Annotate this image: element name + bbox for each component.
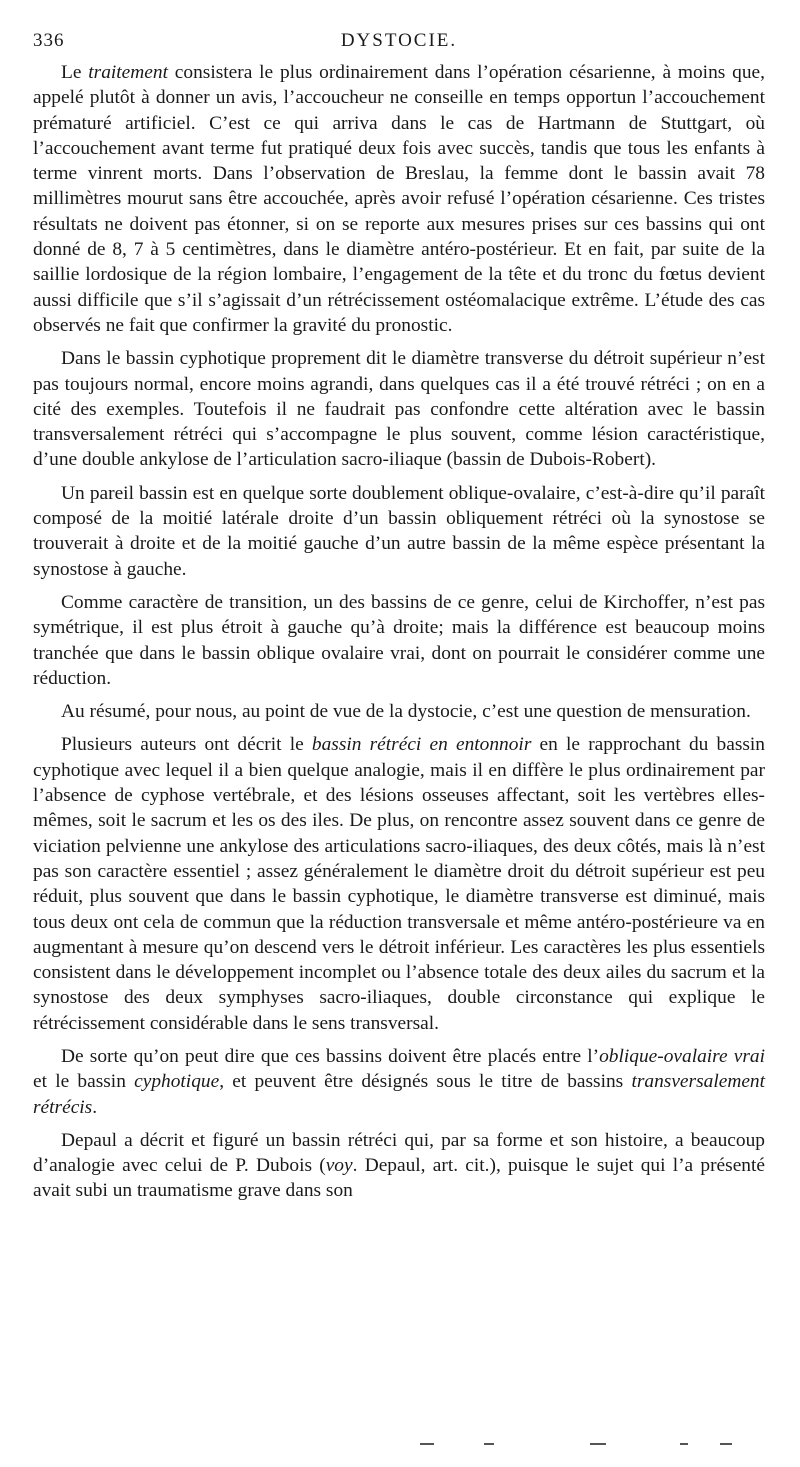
text-run: . Depaul, art. cit.), puisque le sujet qui l’a présenté avait subi un traumatisme grave dans son — [33, 1155, 765, 1202]
page-number: 336 — [33, 30, 65, 51]
paragraph-kirchoffer — [33, 590, 765, 691]
document-page — [33, 22, 765, 1212]
page-bottom-marks — [420, 1440, 760, 1448]
paragraph-oblique-ovalaire — [33, 481, 765, 582]
ink-mark — [590, 1443, 606, 1445]
italic-run: oblique-ovalaire vrai — [599, 1045, 765, 1067]
running-title: DYSTOCIE. — [340, 30, 458, 51]
italic-run: bassin rétréci en entonnoir — [311, 734, 532, 756]
body-text — [33, 60, 765, 1204]
text-run: Au résumé, pour nous, au point de vue de la dystocie, c’est une question de mensuration. — [61, 701, 751, 723]
text-run: Depaul a décrit et figuré un bassin rétréci qui, par sa forme et son histoire, a beaucoup d’analogie avec celui de P. Dubois ( — [33, 1129, 765, 1177]
italic-run: traitement — [88, 62, 168, 83]
text-run: Comme caractère de transition, un des bassins de ce genre, celui de Kirchoffer, n’est pas symétrique, il est plus étroit à gauche qu’à droite; mais la différence est beaucoup moins tranchée que dans le bassin oblique ovalaire vrai, dont on pourrait le considérer comme une réduction. — [33, 591, 765, 689]
italic-run: transversalement rétrécis — [33, 1071, 766, 1118]
paragraph-traitement — [33, 60, 765, 338]
ink-mark — [484, 1443, 494, 1445]
text-run: consistera le plus ordinairement dans l’opération césarienne, à moins que, appelé plutôt à donner un avis, l’accoucheur ne conseille en temps opportun l’accouchement prématuré artificiel. C’est ce qui arriva dans le cas de Hartmann de Stuttgart, où l’accouchement avant terme fut pratiqué deux fois avec succès, tandis que tous les enfants à terme vinrent morts. Dans l’observation de Breslau, la femme dont le bassin avait 78 millimètres mourut sans être accouchée, après avoir refusé l’opération césarienne. Ces tristes résultats ne doivent pas étonner, si on se reporte aux mesures prises sur ces bassins qui ont donné de 8, 7 à 5 centimètres, dans le diamètre antéro-postérieur. Et en fait, par suite de la saillie lordosique de la région lombaire, l’engagement de la tête et du tronc du fœtus devient aussi difficile que s’il s’agissait d’un rétrécissement ostéomalacique extrême. L’étude des cas observés ne fait que confirmer la gravité du pronostic. — [33, 62, 765, 336]
paragraph-resume — [33, 699, 765, 724]
text-run: et le bassin — [33, 1071, 135, 1093]
paragraph-bassin-entonnoir — [33, 732, 765, 1036]
text-run: . — [92, 1096, 98, 1118]
running-head — [33, 22, 765, 56]
text-run: Un pareil bassin est en quelque sorte doublement oblique-ovalaire, c’est-à-dire qu’il paraît composé de la moitié latérale droite d’un bassin obliquement rétréci où la synostose se trouverait à droite et de la moitié gauche d’un autre bassin de la même espèce présentant la synostose à gauche. — [33, 482, 765, 580]
ink-mark — [680, 1443, 688, 1445]
paragraph-transversalement-retrecis — [33, 1044, 765, 1120]
text-run: , et peuvent être désignés sous le titre de bassins — [219, 1071, 632, 1093]
ink-mark — [420, 1443, 434, 1445]
paragraph-depaul — [33, 1128, 765, 1204]
text-run: Le — [61, 62, 89, 83]
italic-run: cyphotique — [134, 1071, 220, 1093]
text-run: en le rapprochant du bassin cyphotique avec lequel il a bien quelque analogie, mais il en diffère le plus ordinairement par l’absence de cyphose vertébrale, et des lésions osseuses affectant, soit les vertèbres elles-mêmes, soit le sacrum et les os des iles. De plus, on rencontre assez souvent dans ce genre de viciation pelvienne une ankylose des articulations sacro-iliaques, des deux côtés, mais là n’est pas son caractère essentiel ; assez généralement le diamètre droit du détroit supérieur est peu réduit, plus souvent que dans le bassin cyphotique, le diamètre transverse est diminué, mais tous deux ont cela de commun que la réduction transversale et même antéro-postérieure va en augmentant à mesure qu’on descend vers le détroit inférieur. Les caractères les plus essentiels consistent dans le développement incomplet ou l’absence totale des deux ailes du sacrum et la synostose des deux symphyses sacro-iliaques, double circonstance qui explique le rétrécissement considérable dans le sens transversal. — [33, 734, 766, 1034]
text-run: Plusieurs auteurs ont décrit le — [61, 734, 312, 756]
ink-mark — [720, 1443, 732, 1445]
text-run: Dans le bassin cyphotique proprement dit le diamètre transverse du détroit supérieur n’est pas toujours normal, encore moins agrandi, dans quelques cas il a été trouvé rétréci ; on en a cité des exemples. Toutefois il ne faudrait pas confondre cette altération avec le bassin transversalement rétréci qui s’accompagne le plus souvent, comme lésion caractéristique, d’une double ankylose de l’articulation sacro-iliaque (bassin de Dubois-Robert). — [33, 348, 765, 471]
italic-run: voy — [325, 1155, 353, 1177]
paragraph-bassin-cyphotique — [33, 346, 765, 472]
text-run: De sorte qu’on peut dire que ces bassins doivent être placés entre l’ — [61, 1045, 600, 1067]
